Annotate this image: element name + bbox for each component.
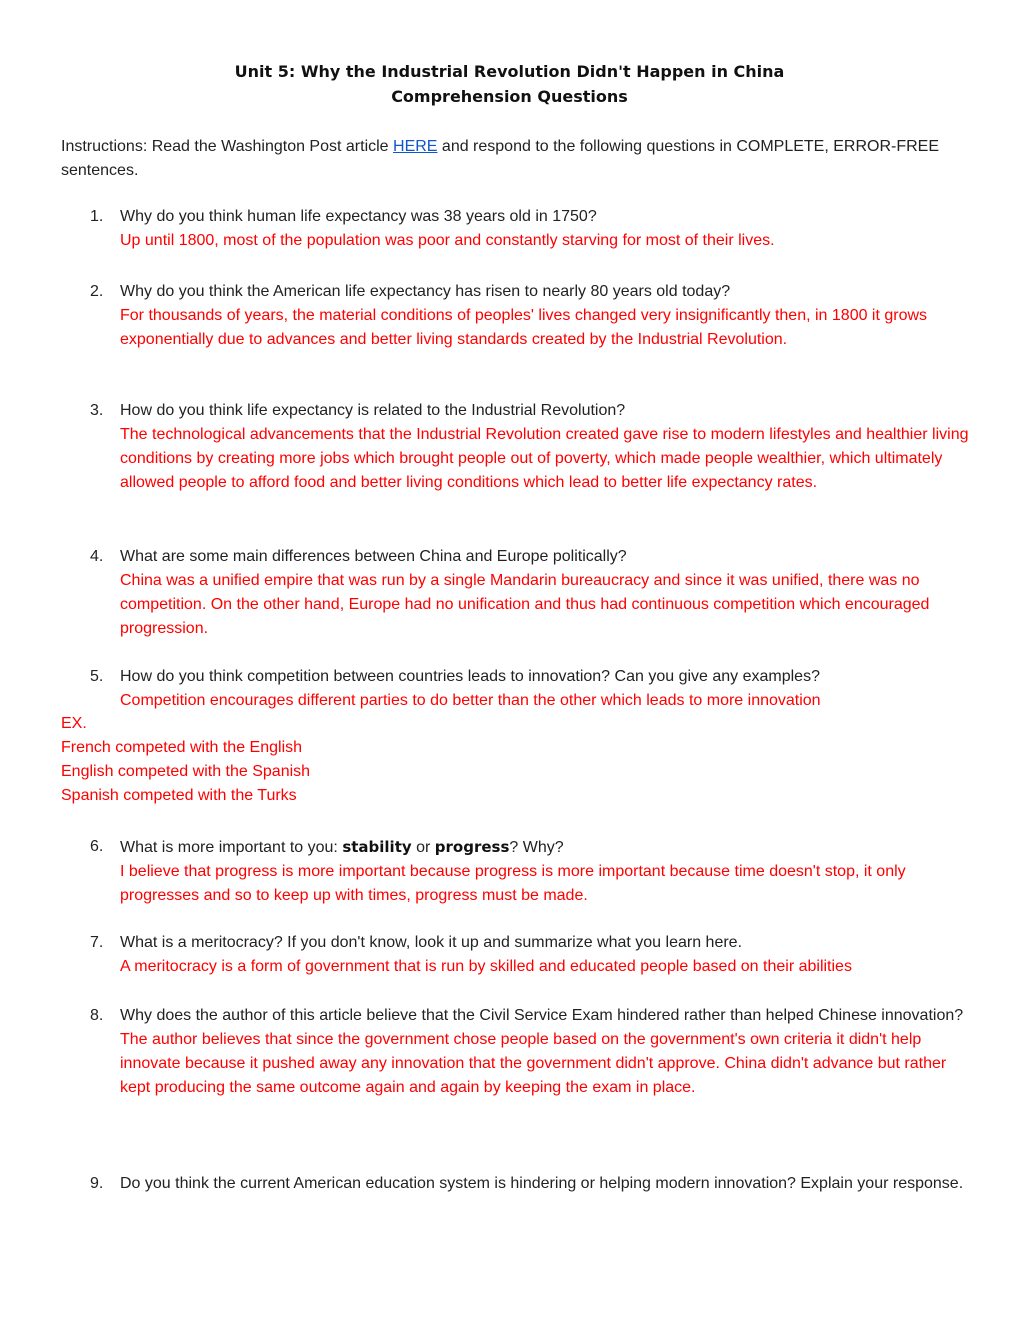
bold-stability: stability (342, 838, 412, 856)
question-text: What is a meritocracy? If you don't know, look it up and summarize what you learn here. (120, 934, 743, 951)
page-subtitle: Comprehension Questions (391, 87, 628, 106)
answer-text: Up until 1800, most of the population was poor and constantly starving for most of their lives. (120, 232, 775, 249)
answer-text: For thousands of years, the material conditions of peoples' lives changed very insignificantly then, in 1800 it grows exponentially due to advances and better living standards created by the Industrial Revolution. (120, 307, 928, 348)
answer-text: China was a unified empire that was run by a single Mandarin bureaucracy and since it was unified, there was no competition. On the other hand, Europe had no unification and thus had continuous competition which encouraged progression. (120, 572, 930, 637)
question-number: 6. (90, 838, 104, 855)
answer-text: The technological advancements that the Industrial Revolution created gave rise to modern lifestyles and healthier living conditions by creating more jobs which brought people out of poverty, which made people wealthier, which ultimately allowed people to afford food and better living conditions which lead to better life expectancy rates. (120, 426, 969, 491)
question-text-mid: or (411, 839, 435, 856)
question-number: 5. (90, 668, 104, 685)
question-5 (90, 665, 970, 713)
question-text-before: What is more important to you: (120, 839, 343, 856)
question-text: Do you think the current American education system is hindering or helping modern innovation? Explain your response. (120, 1175, 964, 1192)
instructions (61, 135, 961, 183)
answer-text: The author believes that since the government chose people based on the government's own criteria it didn't help innovate because it pushed away any innovation that the government didn't approve. China didn't advance but rather kept producing the same outcome again and again by keeping the exam in place. (120, 1031, 947, 1096)
instructions-before: Instructions: Read the Washington Post article (61, 138, 394, 155)
example-line: French competed with the English (61, 739, 303, 756)
example-line: Spanish competed with the Turks (61, 787, 297, 804)
instructions-after: and respond to the following questions in COMPLETE, ERROR-FREE sentences. (61, 138, 940, 179)
question-6 (90, 835, 970, 908)
question-text: How do you think life expectancy is related to the Industrial Revolution? (120, 402, 626, 419)
bold-progress: progress (434, 838, 510, 856)
question-7 (90, 931, 970, 979)
question-text: How do you think competition between countries leads to innovation? Can you give any examples? (120, 668, 820, 685)
question-2 (90, 280, 970, 352)
answer-text: A meritocracy is a form of government that is run by skilled and educated people based on their abilities (120, 958, 852, 975)
question-number: 9. (90, 1175, 104, 1192)
question-3 (90, 399, 970, 495)
question-number: 3. (90, 402, 104, 419)
question-number: 4. (90, 548, 104, 565)
question-1 (90, 205, 970, 253)
examples-list (61, 712, 310, 808)
page-title: Unit 5: Why the Industrial Revolution Didn't Happen in China (234, 62, 785, 81)
question-text: Why do you think human life expectancy was 38 years old in 1750? (120, 208, 597, 225)
question-number: 8. (90, 1007, 104, 1024)
question-text: Why does the author of this article believe that the Civil Service Exam hindered rather than helped Chinese innovation? (120, 1007, 964, 1024)
article-link[interactable]: HERE (393, 138, 438, 155)
question-text (120, 835, 970, 860)
question-9 (90, 1172, 970, 1196)
question-8 (90, 1004, 970, 1100)
question-text: Why do you think the American life expectancy has risen to nearly 80 years old today? (120, 283, 731, 300)
question-text-after: ? Why? (509, 839, 564, 856)
answer-text: I believe that progress is more important because progress is more important because time doesn't stop, it only progresses and so to keep up with times, progress must be made. (120, 863, 906, 904)
example-line: English competed with the Spanish (61, 763, 311, 780)
answer-text: Competition encourages different parties to do better than the other which leads to more innovation (120, 692, 821, 709)
example-line: EX. (61, 715, 87, 732)
question-number: 2. (90, 283, 104, 300)
question-text: What are some main differences between China and Europe politically? (120, 548, 627, 565)
question-4 (90, 545, 970, 641)
question-number: 1. (90, 208, 104, 225)
question-number: 7. (90, 934, 104, 951)
